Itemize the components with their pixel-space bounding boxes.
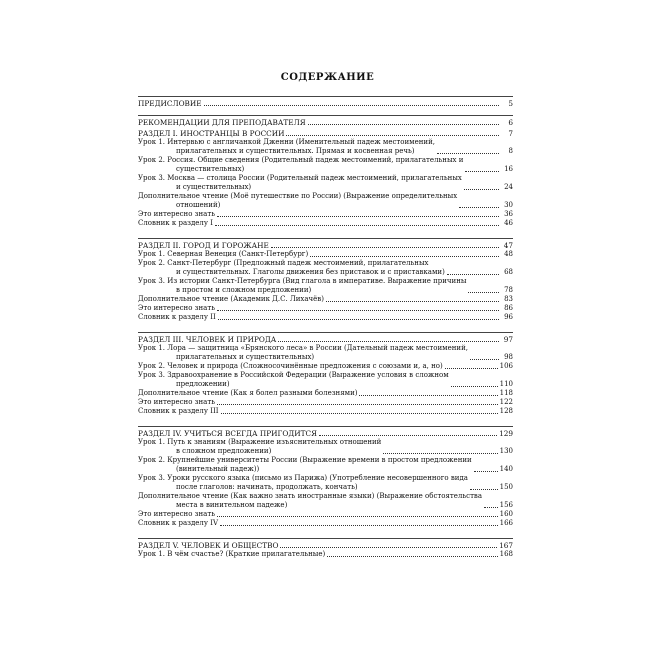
dot-leader bbox=[359, 395, 497, 396]
page-number: 24 bbox=[504, 183, 513, 191]
toc-entry[interactable] bbox=[138, 138, 513, 156]
page-number: 118 bbox=[499, 389, 513, 397]
toc-entry-title bbox=[138, 304, 215, 313]
toc-entry-line: Урок 1. Лора — защитница «Брянского леса» в России (Дательный падеж местоимений, bbox=[138, 344, 468, 352]
toc-entry-line: Урок 1. Северная Венеция (Санкт-Петербург) bbox=[138, 250, 309, 258]
toc-entry-title bbox=[138, 241, 269, 250]
toc-entry[interactable] bbox=[138, 210, 513, 219]
dot-leader bbox=[221, 413, 498, 414]
page-number: 83 bbox=[504, 295, 513, 303]
toc-entry[interactable] bbox=[138, 362, 513, 371]
toc-entry-title bbox=[138, 156, 463, 174]
toc-entry-title bbox=[138, 259, 445, 277]
toc-entry[interactable] bbox=[138, 456, 513, 474]
dot-leader bbox=[278, 341, 499, 342]
page-number: 30 bbox=[504, 201, 513, 209]
dot-leader bbox=[217, 404, 498, 405]
toc-entry-title bbox=[138, 519, 218, 528]
toc-entry-title bbox=[138, 129, 284, 138]
toc-entry-title bbox=[138, 219, 213, 228]
toc-entry-line: Дополнительное чтение (Академик Д.С. Лихачёв) bbox=[138, 295, 324, 303]
toc-entry[interactable] bbox=[138, 389, 513, 398]
dot-leader bbox=[451, 386, 498, 387]
toc-entry[interactable] bbox=[138, 250, 513, 259]
toc-entry-line: Урок 2. Санкт-Петербург (Предложный падеж местоимений, прилагательных bbox=[138, 259, 429, 267]
page-number: 122 bbox=[499, 398, 513, 406]
toc-entry-title bbox=[138, 335, 276, 344]
toc-entry-title bbox=[138, 174, 462, 192]
page-number: 7 bbox=[508, 129, 513, 138]
page-number: 156 bbox=[499, 501, 513, 509]
page-number: 167 bbox=[499, 541, 513, 550]
dot-leader bbox=[468, 292, 499, 293]
page-number: 86 bbox=[504, 304, 513, 312]
toc-entry-title bbox=[138, 99, 202, 108]
toc-entry[interactable] bbox=[138, 344, 513, 362]
toc-entry-line: в сложном предложении) bbox=[176, 447, 272, 455]
toc-entry-line: места в винительном падеже) bbox=[176, 501, 288, 509]
toc-entry-line: (винительный падеж)) bbox=[176, 465, 260, 473]
toc-entry-line: Словник к разделу III bbox=[138, 407, 219, 415]
toc-section-heading[interactable] bbox=[138, 335, 513, 344]
toc-entry-line: Дополнительное чтение (Моё путешествие по России) (Выражение определительных bbox=[138, 192, 458, 200]
toc-entry-line: Урок 2. Россия. Общие сведения (Родительный падеж местоимений, прилагательных и bbox=[138, 156, 464, 164]
toc-entry-line: Это интересно знать bbox=[138, 510, 216, 518]
toc-entry[interactable] bbox=[138, 259, 513, 277]
toc-entry-line: Словник к разделу II bbox=[138, 313, 216, 321]
dot-leader bbox=[217, 516, 498, 517]
dot-leader bbox=[280, 547, 497, 548]
toc-entry[interactable] bbox=[138, 277, 513, 295]
toc-entry-line: РЕКОМЕНДАЦИИ ДЛЯ ПРЕПОДАВАТЕЛЯ bbox=[138, 118, 306, 127]
page-number: 5 bbox=[508, 99, 513, 108]
dot-leader bbox=[437, 153, 499, 154]
toc-entry-line: РАЗДЕЛ II. ГОРОД И ГОРОЖАНЕ bbox=[138, 241, 269, 250]
toc-entry-line: Урок 3. Здравоохранение в Российской Федерации (Выражение условия в сложном bbox=[138, 371, 449, 379]
toc-entry[interactable] bbox=[138, 550, 513, 559]
toc-entry-line: отношений) bbox=[176, 201, 221, 209]
toc-entry-title bbox=[138, 407, 219, 416]
page-number: 110 bbox=[499, 380, 513, 388]
toc-entry-line: Это интересно знать bbox=[138, 304, 216, 312]
toc-entry-title bbox=[138, 389, 357, 398]
toc-entry[interactable] bbox=[138, 156, 513, 174]
toc-entry-line: РАЗДЕЛ V. ЧЕЛОВЕК И ОБЩЕСТВО bbox=[138, 541, 279, 550]
toc-entry-line: Урок 2. Человек и природа (Сложносочинённые предложения с союзами и, а, но) bbox=[138, 362, 443, 370]
toc-section bbox=[138, 427, 513, 528]
toc-entry-title bbox=[138, 118, 306, 127]
page-title: СОДЕРЖАНИЕ bbox=[280, 72, 375, 83]
toc-entry[interactable] bbox=[138, 492, 513, 510]
page-number: 68 bbox=[504, 268, 513, 276]
toc-section bbox=[138, 333, 513, 416]
toc-entry[interactable] bbox=[138, 313, 513, 322]
toc-entry-title bbox=[138, 429, 317, 438]
toc-entry-line: Урок 3. Уроки русского языка (письмо из Парижа) (Употребление несовершенного вида bbox=[138, 474, 468, 482]
dot-leader bbox=[465, 171, 499, 172]
toc-entry-line: Это интересно знать bbox=[138, 398, 216, 406]
toc-entry[interactable] bbox=[138, 192, 513, 210]
dot-leader bbox=[215, 225, 499, 226]
toc-entry[interactable] bbox=[138, 295, 513, 304]
toc-entry-line: Урок 1. В чём счастье? (Краткие прилагательные) bbox=[138, 550, 326, 558]
page-number: 46 bbox=[504, 219, 513, 227]
dot-leader bbox=[218, 319, 499, 320]
dot-leader bbox=[474, 471, 498, 472]
toc-entry-line: Словник к разделу I bbox=[138, 219, 213, 227]
page-number: 140 bbox=[499, 465, 513, 473]
page-number: 96 bbox=[504, 313, 513, 321]
toc-entry-title bbox=[138, 510, 215, 519]
toc-entry[interactable] bbox=[138, 371, 513, 389]
toc-section bbox=[138, 116, 513, 127]
dot-leader bbox=[470, 359, 499, 360]
table-of-contents bbox=[138, 96, 513, 559]
dot-leader bbox=[447, 274, 499, 275]
toc-entry-line: Словник к разделу IV bbox=[138, 519, 219, 527]
toc-entry[interactable] bbox=[138, 407, 513, 416]
dot-leader bbox=[326, 301, 499, 302]
dot-leader bbox=[220, 525, 498, 526]
page-number: 129 bbox=[499, 429, 513, 438]
page-number: 98 bbox=[504, 353, 513, 361]
toc-entry[interactable] bbox=[138, 219, 513, 228]
toc-section bbox=[138, 127, 513, 228]
dot-leader bbox=[204, 105, 499, 106]
toc-entry-title bbox=[138, 295, 324, 304]
page-number: 166 bbox=[499, 519, 513, 527]
dot-leader bbox=[327, 556, 497, 557]
toc-entry-title bbox=[138, 362, 443, 371]
toc-entry[interactable] bbox=[138, 398, 513, 407]
toc-section-heading[interactable] bbox=[138, 118, 513, 127]
page-number: 150 bbox=[499, 483, 513, 491]
toc-section bbox=[138, 239, 513, 322]
dot-leader bbox=[445, 368, 498, 369]
toc-entry-line: РАЗДЕЛ IV. УЧИТЬСЯ ВСЕГДА ПРИГОДИТСЯ bbox=[138, 429, 317, 438]
dot-leader bbox=[310, 256, 499, 257]
toc-entry[interactable] bbox=[138, 438, 513, 456]
toc-entry-line: Урок 3. Москва — столица России (Родительный падеж местоимений, прилагательных bbox=[138, 174, 462, 182]
toc-entry-line: существительных) bbox=[176, 165, 245, 173]
dot-leader bbox=[470, 489, 498, 490]
toc-entry-line: Урок 1. Интервью с англичанкой Дженни (Именительный падеж местоимений, bbox=[138, 138, 435, 146]
toc-entry-title bbox=[138, 371, 449, 389]
toc-entry-title bbox=[138, 192, 457, 210]
page-number: 8 bbox=[508, 147, 513, 155]
toc-entry-line: Это интересно знать bbox=[138, 210, 216, 218]
toc-entry[interactable] bbox=[138, 510, 513, 519]
toc-entry-line: РАЗДЕЛ I. ИНОСТРАНЦЫ В РОССИИ bbox=[138, 129, 285, 138]
dot-leader bbox=[308, 124, 499, 125]
toc-entry-title bbox=[138, 541, 278, 550]
toc-entry-title bbox=[138, 474, 468, 492]
toc-entry-line: Урок 2. Крупнейшие университеты России (Выражение времени в простом предложении bbox=[138, 456, 472, 464]
dot-leader bbox=[484, 507, 498, 508]
page-number: 48 bbox=[504, 250, 513, 258]
toc-entry-title bbox=[138, 277, 466, 295]
toc-entry-title bbox=[138, 438, 381, 456]
toc-entry-line: ПРЕДИСЛОВИЕ bbox=[138, 99, 202, 108]
toc-entry-line: Дополнительное чтение (Как важно знать иностранные языки) (Выражение обстоятельства bbox=[138, 492, 483, 500]
dot-leader bbox=[319, 435, 497, 436]
toc-entry[interactable] bbox=[138, 519, 513, 528]
page-number: 16 bbox=[504, 165, 513, 173]
toc-entry-line: прилагательных и существительных) bbox=[176, 353, 315, 361]
toc-section bbox=[138, 539, 513, 559]
toc-entry[interactable] bbox=[138, 174, 513, 192]
toc-section-heading[interactable] bbox=[138, 129, 513, 138]
dot-leader bbox=[459, 207, 499, 208]
toc-entry[interactable] bbox=[138, 474, 513, 492]
page-number: 130 bbox=[499, 447, 513, 455]
toc-section-heading[interactable] bbox=[138, 99, 513, 108]
toc-entry-line: после глаголов: начинать, продолжать, кончать) bbox=[176, 483, 358, 491]
toc-entry-title bbox=[138, 344, 468, 362]
dot-leader bbox=[286, 135, 499, 136]
page-number: 168 bbox=[499, 550, 513, 558]
toc-entry-title bbox=[138, 550, 325, 559]
page-number: 97 bbox=[503, 335, 513, 344]
page-number: 47 bbox=[503, 241, 513, 250]
toc-section bbox=[138, 97, 513, 108]
toc-entry[interactable] bbox=[138, 304, 513, 313]
toc-entry-title bbox=[138, 210, 215, 219]
dot-leader bbox=[217, 216, 499, 217]
toc-entry-title bbox=[138, 313, 216, 322]
toc-entry-line: в простом и сложном предложении) bbox=[176, 286, 312, 294]
page-number: 36 bbox=[504, 210, 513, 218]
page-number: 160 bbox=[499, 510, 513, 518]
dot-leader bbox=[464, 189, 499, 190]
dot-leader bbox=[383, 453, 497, 454]
toc-entry-title bbox=[138, 456, 472, 474]
toc-entry-line: и существительных. Глаголы движения без приставок и с приставками) bbox=[176, 268, 445, 276]
toc-entry-line: предложении) bbox=[176, 380, 230, 388]
page-number: 128 bbox=[499, 407, 513, 415]
toc-entry-line: и существительных) bbox=[176, 183, 252, 191]
dot-leader bbox=[217, 310, 499, 311]
toc-section-heading[interactable] bbox=[138, 241, 513, 250]
toc-section-heading[interactable] bbox=[138, 429, 513, 438]
page-number: 78 bbox=[504, 286, 513, 294]
dot-leader bbox=[271, 247, 499, 248]
toc-entry-title bbox=[138, 250, 308, 259]
toc-entry-line: Урок 3. Из истории Санкт-Петербурга (Вид глагола в императиве. Выражение причины bbox=[138, 277, 467, 285]
toc-section-heading[interactable] bbox=[138, 541, 513, 550]
toc-entry-title bbox=[138, 492, 482, 510]
toc-entry-line: прилагательных и существительных. Прямая и косвенная речь) bbox=[176, 147, 415, 155]
toc-entry-line: РАЗДЕЛ III. ЧЕЛОВЕК И ПРИРОДА bbox=[138, 335, 277, 344]
toc-entry-line: Дополнительное чтение (Как я болел разными болезнями) bbox=[138, 389, 358, 397]
toc-entry-title bbox=[138, 138, 435, 156]
page-number: 6 bbox=[508, 118, 513, 127]
page-number: 106 bbox=[499, 362, 513, 370]
toc-entry-line: Урок 1. Путь к знаниям (Выражение изъяснительных отношений bbox=[138, 438, 382, 446]
toc-entry-title bbox=[138, 398, 215, 407]
